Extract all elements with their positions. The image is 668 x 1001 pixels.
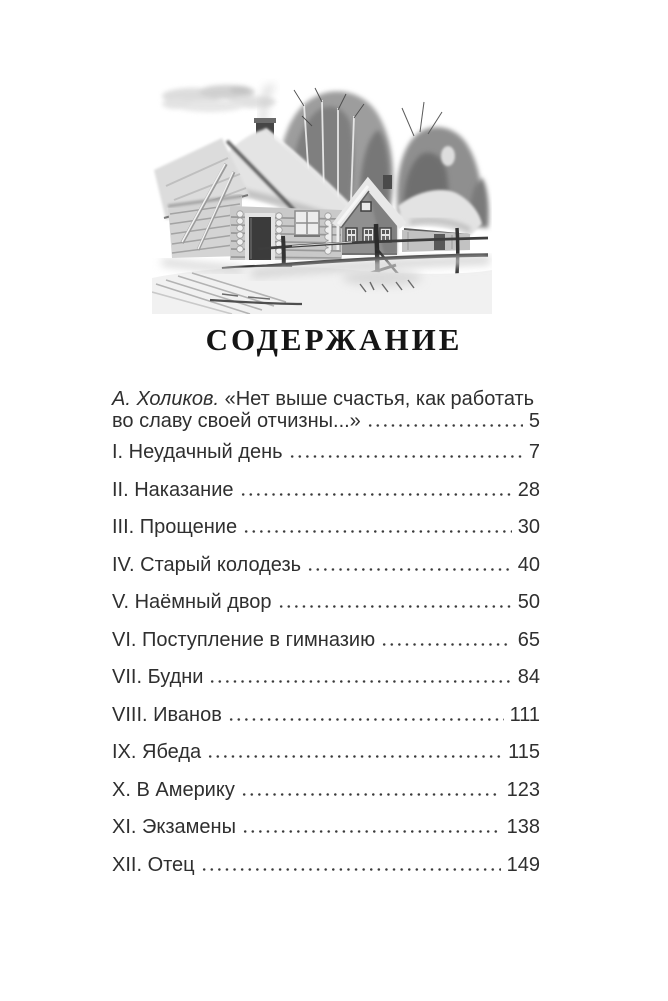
dot-leader	[290, 455, 523, 458]
clouds-sketch	[162, 85, 276, 112]
dot-leader	[243, 830, 501, 833]
toc-list	[112, 388, 540, 891]
dot-leader	[308, 568, 512, 571]
toc-entry-label: XI. Экзамены	[112, 816, 236, 838]
snowy-ground	[152, 260, 492, 314]
toc-page-number: 65	[517, 628, 540, 651]
toc-entry-label: III. Прощение	[112, 516, 238, 538]
toc-page-number: 7	[528, 441, 540, 463]
dot-leader	[244, 530, 512, 533]
village-winter-drawing	[152, 78, 492, 314]
toc-page-number: 123	[506, 778, 540, 801]
toc-entry-intro	[112, 388, 540, 432]
toc-page-number: 50	[517, 591, 540, 613]
toc-entry-label: II. Наказание	[112, 478, 234, 501]
toc-page-number: 28	[517, 478, 540, 501]
toc-entry	[112, 554, 540, 576]
toc-entry-label: VI. Поступление в гимназию	[112, 628, 376, 651]
page-title: СОДЕРЖАНИЕ	[205, 322, 463, 357]
toc-intro-title-part2: во славу своей отчизны...»	[112, 410, 361, 432]
dot-leader	[208, 755, 502, 758]
village-illustration	[152, 78, 492, 314]
toc-intro-line1	[112, 388, 540, 410]
toc-entry	[112, 516, 540, 538]
toc-page-number: 138	[506, 816, 540, 838]
toc-page-number: 111	[509, 703, 540, 726]
toc-intro-line2	[112, 410, 540, 432]
dot-leader	[368, 424, 523, 427]
toc-entry	[112, 441, 540, 463]
dot-leader	[210, 680, 511, 683]
dot-leader	[229, 718, 504, 721]
toc-entry	[112, 704, 540, 726]
toc-entry-label: IV. Старый колодезь	[112, 553, 302, 576]
toc-entry-label: V. Наёмный двор	[112, 591, 272, 613]
toc-entry	[112, 629, 540, 651]
toc-entry	[112, 591, 540, 613]
toc-entry	[112, 666, 540, 688]
toc-entry-label: VIII. Иванов	[112, 703, 222, 726]
toc-entry-label: XII. Отец	[112, 853, 195, 876]
toc-intro-author: А. Холиков.	[112, 388, 220, 410]
toc-page-number: 84	[517, 666, 540, 688]
toc-entry	[112, 479, 540, 501]
toc-page-number: 30	[517, 516, 540, 538]
toc-entry	[112, 854, 540, 876]
toc-page-number: 40	[517, 553, 540, 576]
toc-intro-title-part1: «Нет выше счастья, как работать	[224, 388, 535, 410]
toc-page-number: 149	[506, 853, 540, 876]
dot-leader	[202, 868, 501, 871]
toc-page-number: 115	[508, 741, 540, 763]
toc-entry	[112, 816, 540, 838]
toc-entry	[112, 779, 540, 801]
dot-leader	[242, 793, 501, 796]
toc-entry	[112, 741, 540, 763]
toc-entry-label: I. Неудачный день	[112, 441, 283, 463]
toc-page-number: 5	[528, 410, 540, 432]
toc-entry-label: VII. Будни	[112, 666, 204, 688]
toc-entry-label: IX. Ябеда	[112, 741, 202, 763]
toc-entry-label: X. В Америку	[112, 778, 235, 801]
dot-leader	[241, 493, 512, 496]
toc-chapter-rows	[112, 441, 540, 876]
dot-leader	[382, 643, 512, 646]
dot-leader	[279, 605, 512, 608]
